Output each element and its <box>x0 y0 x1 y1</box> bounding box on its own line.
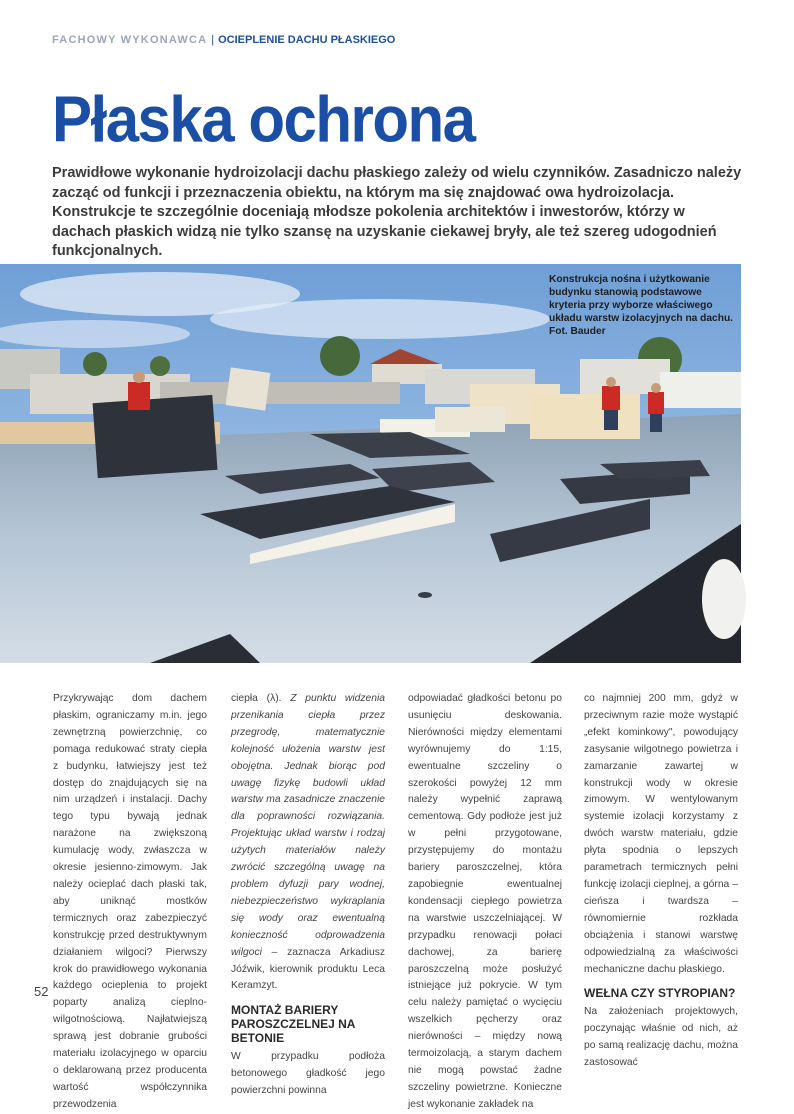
header-separator: | <box>211 34 215 46</box>
column-2-text <box>231 691 385 995</box>
column-2 <box>231 691 385 1100</box>
column-2-end: – zaznacza Arkadiusz Jóźwik, kierownik produktu Leca Keramzyt. <box>231 946 385 992</box>
roof-photo <box>0 264 741 663</box>
topic-label: OCIEPLENIE DACHU PŁASKIEGO <box>218 34 396 46</box>
subheading-vapor-barrier: MONTAŻ BARIERY PAROSZCZELNEJ NA BETONIE <box>231 1003 356 1046</box>
page-number: 52 <box>34 984 49 999</box>
column-4-after: Na założeniach projektowych, poczynając właśnie od nich, aż po samą realizację dachu, można zastosować <box>584 1006 738 1069</box>
section-label: FACHOWY WYKONAWCA <box>52 34 208 46</box>
column-3 <box>408 691 562 1114</box>
column-4-text: co najmniej 200 mm, gdyż w przeciwnym razie może wystąpić „efekt kominkowy", powodujący zasysanie wilgotnego powietrza i zamarzanie zawartej w konstrukcji wody w okresie zimowym. W wentylowanym systemie izolacji korzystamy z dwóch warstw materiału, gdzie płyta spodnia o lepszych parametrach termicznych pełni funkcję izolacji cieplnej, a górna – cieńsza i twardsza – równomiernie rozkłada obciążenia i stanowi warstwę odpowiedzialną za właściwości mechaniczne dachu płaskiego. <box>584 693 738 975</box>
column-3-text: odpowiadać gładkości betonu po usunięciu deskowania. Nierówności między elementami wyrównujemy do 1:15, ewentualne szczeliny o szerokości powyżej 12 mm należy wypełnić zaprawą cementową. Gdy podłoże jest już w pełni przygotowane, przystępujemy do montażu bariery paroszczelnej, która zapobiegnie ewentualnej kondensacji ciepłego powietrza na warstwie uszczelniającej. W przypadku renowacji połaci dachowej, za barierę paroszczelną może posłużyć istniejące już pokrycie. W tym celu należy pamiętać o wycięciu wszelkich pęcherzy oraz nierówności – między nową termoizolacją, a starym dachem nie mogą powstać żadne szczeliny powietrzne. Konieczne jest wykonanie zakładek na <box>408 693 562 1110</box>
column-4 <box>584 691 738 1072</box>
expert-quote: Z punktu widzenia przenikania ciepła przez przegrodę, matematycznie kolejność ułożenia warstw jest obojętna. Jednak biorąc pod uwagę fizykę budowli układ warstw ma zasadnicze znaczenie dla poprawności rozwiązania. Projektując układ warstw i rodzaj użytych materiałów należy zwrócić szczególną uwagę na problem dyfuzji pary wodnej, niebezpieczeństwo wykraplania się wody oraz ewentualną konieczność odprowadzenia wilgoci <box>231 693 385 958</box>
column-2-after: W przypadku podłoża betonowego gładkość jego powierzchni powinna <box>231 1051 385 1097</box>
article-lead: Prawidłowe wykonanie hydroizolacji dachu płaskiego zależy od wielu czynników. Zasadniczo należy zacząć od funkcji i przeznaczenia obiektu, na którym ma się znajdować owa hydroizolacja. Konstrukcje te szczególnie doceniają młodsze pokolenia architektów i inwestorów, którzy w dachach płaskich widzą nie tylko szansę na uzyskanie ciekawej bryły, ale też szereg udogodnień funkcjonalnych. <box>52 165 742 260</box>
photo-caption: Konstrukcja nośna i użytkowanie budynku stanowią podstawowe kryteria przy wyborze właściwego układu warstw izolacyjnych na dachu. Fot. Bauder <box>549 274 733 337</box>
column-1 <box>53 691 207 1114</box>
column-1-text: Przykrywając dom dachem płaskim, ograniczamy m.in. jego zewnętrzną powierzchnię, co pomaga redukować straty ciepła z budynku, łatwiejszy jest też dostęp do znajdujących się na nim urządzeń i instalacji. Dachy tego typu bywają jednak narażone na zwiększoną kumulację wody, zwłaszcza w okresie jesienno-zimowym. Jak należy ocieplać dach płaski tak, aby uniknąć mostków termicznych oraz zabezpieczyć konstrukcję przed destruktywnym działaniem wilgoci? Pierwszy krok do prawidłowego wykonania każdego ocieplenia to projekt poparty analizą cieplno-wilgotnościową. Najłatwiejszą sprawą jest dobranie grubości materiału izolacyjnego w oparciu o deklarowaną przez producenta wartość współczynnika przewodzenia <box>53 693 207 1110</box>
subheading-wool-or-styrofoam: WEŁNA CZY STYROPIAN? <box>584 986 736 1001</box>
article-title: Płaska ochrona <box>52 83 475 156</box>
column-2-start: ciepła (λ). <box>231 693 291 704</box>
running-header <box>52 33 395 47</box>
